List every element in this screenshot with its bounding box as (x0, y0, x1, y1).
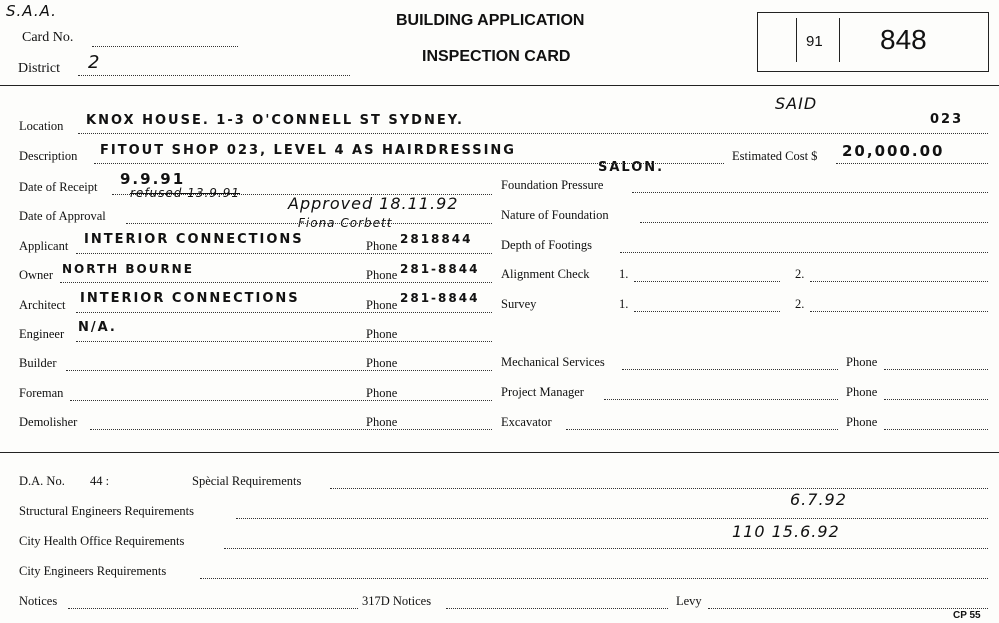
special-requirements-label: Spècial Requirements (192, 474, 302, 488)
excavator-phone-line (884, 429, 988, 430)
alignment-1-line (634, 281, 780, 282)
engineer-phone-label: Phone (366, 327, 398, 341)
health-label: City Health Office Requirements (19, 534, 185, 548)
notices-line (68, 608, 358, 609)
card-number-box (757, 12, 989, 72)
receipt-label: Date of Receipt (19, 180, 98, 194)
project-manager-phone-label: Phone (846, 385, 878, 399)
builder-label: Builder (19, 356, 57, 370)
location-code: 023 (930, 112, 964, 127)
foreman-phone-label: Phone (366, 386, 398, 400)
city-engineers-label: City Engineers Requirements (19, 564, 167, 578)
demolisher-line (90, 429, 492, 430)
receipt-value: 9.9.91 (120, 170, 186, 188)
owner-line (60, 282, 492, 283)
approval-label: Date of Approval (19, 209, 106, 223)
alignment-2-line (810, 281, 988, 282)
location-value: KNOX HOUSE. 1-3 O'CONNELL ST SYDNEY. (86, 113, 464, 128)
project-manager-line (604, 399, 838, 400)
da-value: 44 : (90, 474, 110, 488)
location-label: Location (19, 119, 64, 133)
approval-value: Approved 18.11.92 (288, 194, 459, 213)
demolisher-phone-label: Phone (366, 415, 398, 429)
engineer-line (76, 341, 492, 342)
architect-phone: 281-8844 (400, 291, 480, 305)
notices-317d-label: 317D Notices (362, 594, 432, 608)
estimated-cost-label: Estimated Cost $ (732, 149, 818, 163)
engineer-label: Engineer (19, 327, 65, 341)
depth-footings-label: Depth of Footings (501, 238, 592, 252)
foreman-line (70, 400, 492, 401)
foundation-pressure-line (632, 192, 988, 193)
health-value: 110 15.6.92 (732, 522, 840, 541)
card-no-label: Card No. (22, 30, 74, 45)
alignment-2: 2. (795, 267, 805, 281)
requirements-rule (0, 452, 999, 453)
location-extra: SAID (775, 94, 818, 113)
structural-value: 6.7.92 (790, 490, 847, 509)
description-line (94, 163, 724, 164)
location-line (78, 133, 988, 134)
survey-2: 2. (795, 297, 805, 311)
foundation-pressure-label: Foundation Pressure (501, 178, 604, 192)
excavator-phone-label: Phone (846, 415, 878, 429)
applicant-phone: 2818844 (400, 232, 473, 246)
owner-phone-label: Phone (366, 268, 398, 282)
levy-label: Levy (676, 594, 702, 608)
architect-phone-label: Phone (366, 298, 398, 312)
notices-label: Notices (19, 594, 58, 608)
owner-phone: 281-8844 (400, 262, 480, 276)
structural-line (236, 518, 988, 519)
stamp-initials: S.A.A. (6, 2, 57, 20)
approval-line (126, 223, 492, 224)
builder-phone-label: Phone (366, 356, 398, 370)
survey-1-line (634, 311, 780, 312)
mechanical-line (622, 369, 838, 370)
builder-line (66, 370, 492, 371)
description-value: FITOUT SHOP 023, LEVEL 4 AS HAIRDRESSING (100, 143, 516, 158)
owner-label: Owner (19, 268, 54, 282)
survey-2-line (810, 311, 988, 312)
notices-317d-line (446, 608, 668, 609)
header-rule (0, 85, 999, 86)
district-label: District (18, 61, 60, 76)
description-value-2: SALON. (598, 160, 665, 175)
alignment-1: 1. (619, 267, 629, 281)
card-title-line1: BUILDING APPLICATION (396, 12, 585, 29)
health-line (224, 548, 988, 549)
excavator-line (566, 429, 838, 430)
excavator-label: Excavator (501, 415, 552, 429)
project-manager-phone-line (884, 399, 988, 400)
owner-value: NORTH BOURNE (62, 262, 194, 276)
applicant-phone-label: Phone (366, 239, 398, 253)
mechanical-phone-label: Phone (846, 355, 878, 369)
levy-line (708, 608, 988, 609)
refused-note: refused 13.9.91 (130, 186, 241, 200)
city-engineers-line (200, 578, 988, 579)
survey-label: Survey (501, 297, 537, 311)
engineer-value: N/A. (78, 320, 117, 335)
depth-footings-line (620, 252, 988, 253)
applicant-label: Applicant (19, 239, 69, 253)
nature-foundation-label: Nature of Foundation (501, 208, 609, 222)
nature-foundation-line (640, 222, 988, 223)
architect-value: INTERIOR CONNECTIONS (80, 291, 300, 306)
estimated-cost-value: 20,000.00 (842, 142, 945, 160)
card-number-large: 848 (880, 24, 927, 55)
architect-label: Architect (19, 298, 66, 312)
mechanical-label: Mechanical Services (501, 355, 605, 369)
special-requirements-line (330, 488, 988, 489)
approval-signature: Fiona Corbett (298, 216, 393, 230)
project-manager-label: Project Manager (501, 385, 584, 399)
description-label: Description (19, 149, 78, 163)
mechanical-phone-line (884, 369, 988, 370)
architect-line (76, 312, 492, 313)
district-value: 2 (88, 52, 101, 73)
applicant-line (76, 253, 492, 254)
form-code: CP 55 (953, 610, 981, 621)
applicant-value: INTERIOR CONNECTIONS (84, 232, 304, 247)
survey-1: 1. (619, 297, 629, 311)
card-title-line2: INSPECTION CARD (422, 48, 571, 65)
foreman-label: Foreman (19, 386, 64, 400)
da-label: D.A. No. (19, 474, 65, 488)
estimated-cost-line (836, 163, 988, 164)
structural-label: Structural Engineers Requirements (19, 504, 194, 518)
district-line (78, 75, 350, 76)
demolisher-label: Demolisher (19, 415, 78, 429)
alignment-label: Alignment Check (501, 267, 590, 281)
card-no-line (92, 46, 238, 47)
card-number-small: 91 (806, 33, 823, 50)
